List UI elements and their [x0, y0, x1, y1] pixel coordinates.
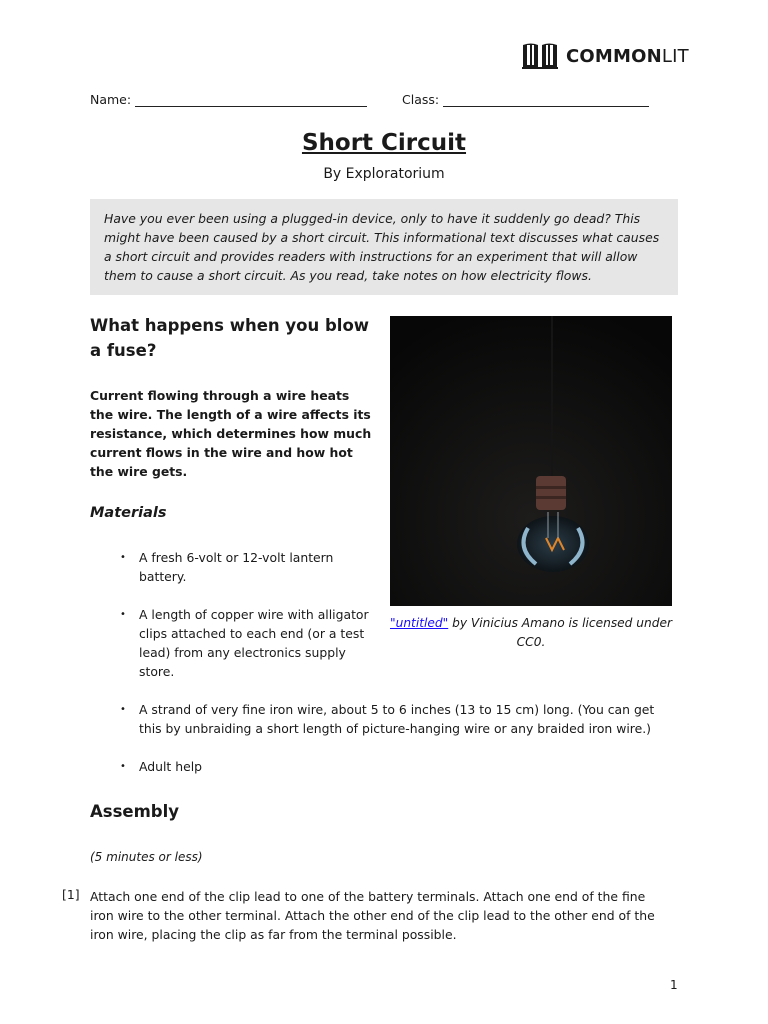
section-heading: What happens when you blow a fuse? — [90, 316, 370, 360]
paragraph-number: [1] — [62, 887, 80, 902]
class-field[interactable] — [443, 93, 649, 107]
logo-wordmark: COMMONLIT — [566, 45, 689, 67]
class-label: Class: — [402, 92, 440, 107]
light-bulb-photo — [390, 316, 672, 606]
assembly-heading: Assembly — [90, 802, 180, 821]
document-title: Short Circuit — [301, 130, 467, 156]
name-field[interactable] — [135, 93, 367, 107]
class-field-row — [402, 92, 649, 107]
materials-heading: Materials — [90, 505, 167, 521]
image-caption: "untitled" by Vinicius Amano is licensed under CC0. — [390, 616, 672, 649]
assembly-time: (5 minutes or less) — [90, 850, 203, 864]
bullet-icon: • — [120, 552, 126, 563]
name-label: Name: — [90, 92, 132, 107]
commonlit-logo — [522, 42, 689, 70]
assembly-step: Attach one end of the clip lead to one of the battery terminals. Attach one end of the fine iron wire to the other terminal. Attach the other end of the clip lead to the other end of the iron wire, placing the clip as far from the terminal possible. — [90, 889, 655, 942]
section-summary: Current flowing through a wire heats the wire. The length of a wire affects its resistance, which determines how much current flows in the wire and how hot the wire gets. — [90, 388, 372, 479]
intro-box: Have you ever been using a plugged-in device, only to have it suddenly go dead? This might have been caused by a short circuit. This informational text discusses what causes a short circuit and provides readers with instructions for an experiment that will allow them to cause a short circuit. As you read, take notes on how electricity flows. — [90, 199, 678, 295]
page-number: 1 — [670, 978, 678, 992]
bullet-icon: • — [120, 761, 126, 772]
open-book-icon — [522, 42, 558, 70]
name-field-row — [90, 92, 367, 107]
byline: By Exploratorium — [323, 166, 445, 182]
bullet-icon: • — [120, 609, 126, 620]
image-source-link[interactable]: "untitled" — [390, 616, 449, 630]
bullet-icon: • — [120, 704, 126, 715]
